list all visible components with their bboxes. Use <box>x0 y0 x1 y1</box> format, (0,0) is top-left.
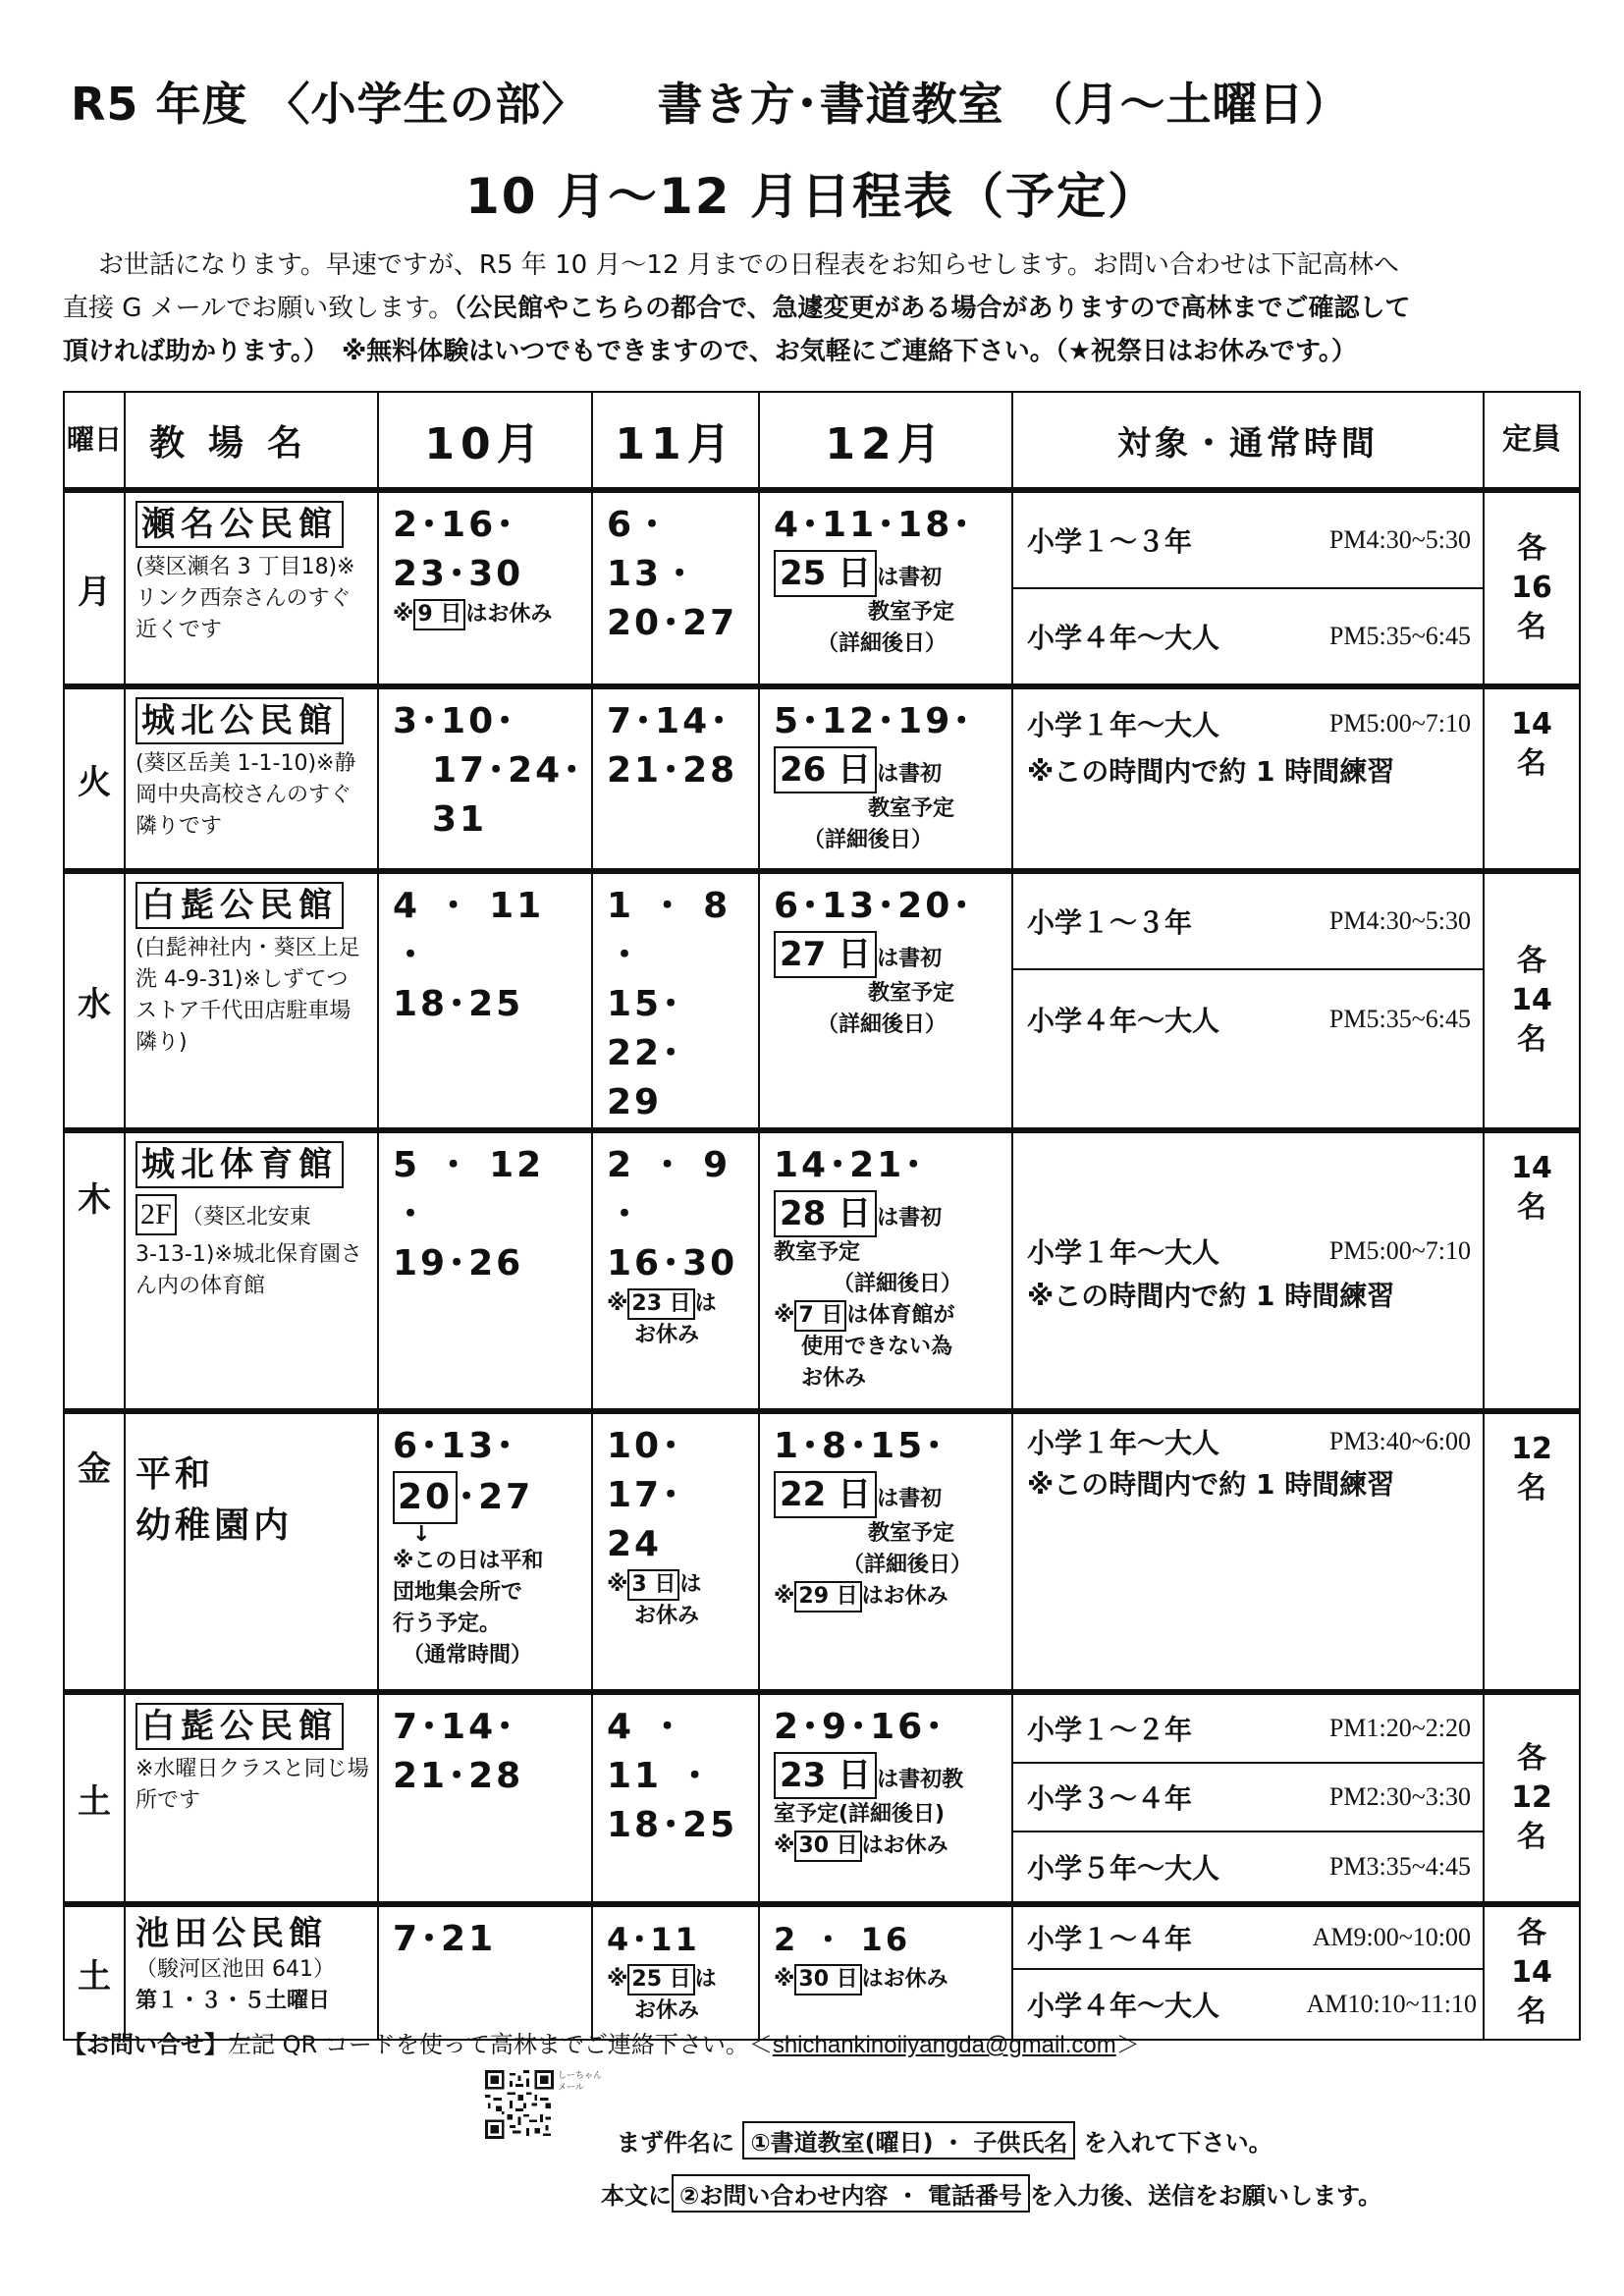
day-cell: 金 <box>64 1411 125 1692</box>
header-capacity: 定員 <box>1484 392 1580 490</box>
dec-note-3 <box>774 1581 1011 1613</box>
november-cell <box>592 1130 759 1411</box>
dec-kakizome <box>774 1471 1011 1518</box>
target-time: PM5:00~7:10 <box>1328 1236 1471 1265</box>
qr-code-icon[interactable] <box>485 2070 554 2139</box>
qr-label: しーちゃんメール <box>558 2071 603 2093</box>
target-level: 小学１～４年 <box>1027 1923 1193 1955</box>
dec-note-1: 教室予定 <box>868 796 955 821</box>
venue-note-a: （葵区北安東 <box>181 1205 311 1230</box>
instruction-subject-box: ①書道教室(曜日) ・ 子供氏名 <box>742 2121 1075 2159</box>
dec-note-2: （詳細後日） <box>817 631 947 656</box>
arrow-down-icon: ↓ <box>412 1522 431 1547</box>
oct-dates-2: 23･30 <box>393 554 524 594</box>
nov-dates-2: 24 <box>607 1524 663 1564</box>
venue-name: 白髭公民館 <box>135 882 344 929</box>
november-cell <box>592 871 759 1130</box>
kakizome-date-box: 25 日 <box>774 550 877 597</box>
october-cell <box>378 871 592 1130</box>
dec-kakizome <box>774 1190 1011 1237</box>
note-mark: ※ <box>607 1291 628 1316</box>
holiday-date-box: 30 日 <box>794 1964 861 1995</box>
dec-note-2: （詳細後日） <box>817 1012 947 1037</box>
november-cell <box>592 1692 759 1904</box>
note-mark: ※ <box>607 1572 628 1597</box>
table-row-thursday <box>64 1130 1580 1411</box>
oct-dates-1: 3･10･ <box>393 701 517 741</box>
nov-note <box>607 1569 758 1601</box>
oct-dates-2: 21･28 <box>393 1756 524 1796</box>
dec-dates-1: 6･13･20･ <box>774 886 974 926</box>
note-mark: ※ <box>774 1833 795 1858</box>
target-level: 小学１～２年 <box>1027 1714 1193 1746</box>
october-cell <box>378 1130 592 1411</box>
page-title: R5 年度 〈小学生の部〉 書き方･書道教室 （月～土曜日） <box>71 78 1351 131</box>
nov-dates-3: 29 <box>607 1082 663 1122</box>
target-time: PM3:40~6:00 <box>1328 1427 1471 1455</box>
target-time: PM5:35~6:45 <box>1328 622 1471 650</box>
venue-cell <box>125 1904 378 2040</box>
capacity-cell: 各 14 名 <box>1484 1904 1580 2040</box>
oct-dates-1: 7･14･ <box>393 1707 517 1747</box>
oct-note-4: （通常時間） <box>403 1643 533 1667</box>
target-note: ※この時間内で約 1 時間練習 <box>1027 1280 1395 1312</box>
target-time: PM5:35~6:45 <box>1328 1005 1471 1033</box>
table-header-row <box>64 392 1580 490</box>
nov-dates-1: 6・13・ <box>607 505 701 594</box>
dec-note-1: 室予定(詳細後日) <box>774 1802 946 1827</box>
october-cell <box>378 1904 592 2040</box>
target-cell <box>1012 686 1484 871</box>
note-mark: ※ <box>774 1303 795 1328</box>
kakizome-text: は書初教 <box>877 1768 964 1792</box>
note-text: は体育館が <box>846 1303 955 1328</box>
contact-label: 【お問い合せ】 <box>63 2031 228 2058</box>
venue-name-2: 幼稚園内 <box>135 1505 294 1546</box>
target-level: 小学１年～大人 <box>1027 1236 1220 1269</box>
nov-note-2: お休み <box>634 1998 700 2023</box>
nov-dates-1: 10･17･ <box>607 1426 683 1515</box>
target-row <box>1013 1907 1483 1968</box>
nov-note <box>607 1288 758 1320</box>
day-cell: 火 <box>64 686 125 871</box>
dec-note-3 <box>774 1831 1011 1862</box>
contact-close: ＞ <box>1115 2031 1140 2058</box>
december-cell <box>759 1692 1012 1904</box>
dec-kakizome <box>774 931 1011 978</box>
target-row <box>1013 587 1483 683</box>
table-row-saturday-shirahige <box>64 1692 1580 1904</box>
october-cell <box>378 490 592 686</box>
kakizome-date-box: 27 日 <box>774 931 877 978</box>
dec-note-1: 教室予定 <box>868 600 955 625</box>
note-mark: ※ <box>607 1967 628 1992</box>
holiday-date-box: 25 日 <box>627 1964 694 1995</box>
target-time: PM3:35~4:45 <box>1328 1852 1471 1881</box>
instruction-body-post: を入力後、送信をお願いします。 <box>1030 2182 1382 2210</box>
kakizome-date-box: 23 日 <box>774 1752 877 1799</box>
venue-cell <box>125 1411 378 1692</box>
note-text: は <box>694 1967 717 1992</box>
target-time: PM2:30~3:30 <box>1328 1782 1471 1811</box>
dec-dates-1: 5･12･19･ <box>774 701 974 741</box>
header-october: 10月 <box>378 392 592 490</box>
venue-note: (葵区岳美 1-1-10)※静岡中央高校さんのすぐ隣りです <box>135 751 356 839</box>
december-cell <box>759 871 1012 1130</box>
instruction-subject <box>617 2121 1272 2159</box>
target-row <box>1013 1695 1483 1762</box>
oct-note-3: 行う予定。 <box>393 1612 502 1636</box>
oct-dates-2: 17･24･ <box>432 750 584 791</box>
target-row <box>1013 1414 1483 1463</box>
capacity-cell: 14 名 <box>1484 686 1580 871</box>
venue-cell <box>125 1692 378 1904</box>
target-row <box>1013 1228 1483 1275</box>
day-cell: 水 <box>64 871 125 1130</box>
november-cell <box>592 686 759 871</box>
dec-dates-1: 1･8･15･ <box>774 1426 947 1466</box>
target-level: 小学３～４年 <box>1027 1782 1193 1815</box>
dec-note-1: 教室予定 <box>774 1240 861 1265</box>
table-row-tuesday <box>64 686 1580 871</box>
note-text: はお休み <box>861 1833 948 1858</box>
dec-note-2: （詳細後日） <box>842 1553 973 1577</box>
venue-name: 池田公民館 <box>135 1914 327 1953</box>
target-row <box>1013 493 1483 587</box>
november-cell <box>592 1904 759 2040</box>
target-level: 小学１～３年 <box>1027 525 1193 558</box>
contact-email-link[interactable]: shichankinoiiyangda@gmail.com <box>772 2032 1116 2058</box>
nov-note <box>607 1964 758 1995</box>
holiday-date-box: 7 日 <box>794 1300 846 1332</box>
venue-name: 白髭公民館 <box>135 1703 344 1750</box>
target-time: PM4:30~5:30 <box>1328 906 1471 935</box>
oct-dates-2 <box>393 1471 591 1524</box>
intro-line-2b: （公民館やこちらの都合で、急遽変更がある場合がありますので高林までご確認して <box>454 294 1411 323</box>
target-cell <box>1012 490 1484 686</box>
kakizome-text: は書初 <box>877 762 943 787</box>
nov-note-2: お休み <box>634 1323 700 1347</box>
header-november: 11月 <box>592 392 759 490</box>
note-mark: ※ <box>774 1967 795 1992</box>
nov-dates-2: 15･22･ <box>607 984 683 1073</box>
venue-name-1: 平和 <box>135 1454 215 1495</box>
oct-dates-1: 6･13･ <box>393 1426 517 1466</box>
nov-dates-2: 21･28 <box>607 750 738 791</box>
venue-note-2: 第１・３・５土曜日 <box>135 1989 331 2013</box>
target-note: ※この時間内で約 1 時間練習 <box>1027 755 1395 788</box>
target-level: 小学１年～大人 <box>1027 709 1220 741</box>
december-cell <box>759 490 1012 686</box>
nov-note-2: お休み <box>634 1604 700 1628</box>
intro-line-3a: 頂ければ助かります。） <box>63 337 316 366</box>
dec-dates-1: 4･11･18･ <box>774 505 974 545</box>
nov-dates-1: 1 ・ 8 ・ <box>607 886 731 975</box>
dec-note-3 <box>774 1964 1011 1995</box>
target-time: PM5:00~7:10 <box>1328 709 1471 738</box>
venue-note-1: （駿河区池田 641） <box>135 1957 335 1982</box>
dec-dates-1: 2 ・ 16 <box>774 1921 911 1958</box>
note-text: はお休み <box>465 602 553 627</box>
venue-note: (葵区瀬名 3 丁目18)※リンク西奈さんのすぐ近くです <box>135 555 355 642</box>
december-cell <box>759 1904 1012 2040</box>
dec-note-1: 教室予定 <box>868 1521 955 1546</box>
venue-note: ※水曜日クラスと同じ場所です <box>135 1757 369 1813</box>
target-cell <box>1012 871 1484 1130</box>
holiday-date-box: 29 日 <box>794 1581 861 1613</box>
venue-name: 城北体育館 <box>135 1141 344 1188</box>
target-time: PM4:30~5:30 <box>1328 525 1471 554</box>
header-target: 対象・通常時間 <box>1012 392 1484 490</box>
december-cell <box>759 686 1012 871</box>
note-mark: ※ <box>393 602 414 627</box>
kakizome-date-box: 26 日 <box>774 746 877 793</box>
dec-note-2: （詳細後日） <box>803 828 934 852</box>
day-cell: 土 <box>64 1692 125 1904</box>
dec-kakizome <box>774 1752 1011 1799</box>
target-time: AM10:10~11:10 <box>1306 1990 1477 2018</box>
october-cell <box>378 1411 592 1692</box>
oct-note-2: 団地集会所で <box>393 1580 523 1605</box>
note-mark: ※ <box>774 1584 795 1609</box>
october-cell <box>378 686 592 871</box>
instruction-body-box: ②お問い合わせ内容 ・ 電話番号 <box>672 2174 1030 2213</box>
oct-dates-2b: ･27 <box>458 1477 534 1517</box>
target-cell <box>1012 1692 1484 1904</box>
target-level: 小学４年～大人 <box>1027 1990 1220 2022</box>
target-row <box>1013 874 1483 968</box>
venue-note: (白髭神社内・葵区上足洗 4-9-31)※しずてつストア千代田店駐車場隣り) <box>135 936 360 1055</box>
instruction-body <box>601 2174 1381 2213</box>
nov-dates-1: 7･14･ <box>607 701 731 741</box>
venue-change-date-box: 20 <box>393 1471 458 1524</box>
target-cell <box>1012 1411 1484 1692</box>
header-day: 曜日 <box>64 392 125 490</box>
holiday-date-box: 23 日 <box>627 1288 694 1320</box>
holiday-date-box: 3 日 <box>627 1569 679 1601</box>
target-row <box>1013 1762 1483 1831</box>
intro-line-3 <box>63 330 1575 373</box>
intro-line-2a: 直接 G メールでお願い致します。 <box>63 294 455 323</box>
nov-dates-1: 2 ・ 9 ・ <box>607 1145 731 1234</box>
target-time: AM9:00~10:00 <box>1312 1923 1471 1951</box>
day-cell: 月 <box>64 490 125 686</box>
note-text: は <box>679 1572 702 1597</box>
november-cell <box>592 1411 759 1692</box>
contact-footer <box>63 2025 1140 2059</box>
kakizome-date-box: 22 日 <box>774 1471 877 1518</box>
venue-note-row <box>135 1194 369 1235</box>
page-subtitle: 10 月～12 月日程表（予定） <box>465 168 1159 225</box>
nov-dates-2: 16･30 <box>607 1243 738 1284</box>
table-row-friday <box>64 1411 1580 1692</box>
december-cell <box>759 1411 1012 1692</box>
nov-dates-2: 18･25 <box>607 1805 738 1845</box>
oct-dates-3: 31 <box>432 799 488 840</box>
dec-note-3 <box>774 1300 1011 1332</box>
kakizome-text: は書初 <box>877 566 943 590</box>
venue-floor: 2F <box>135 1194 177 1235</box>
target-level: 小学１年～大人 <box>1027 1427 1220 1459</box>
oct-dates-2: 19･26 <box>393 1243 524 1284</box>
october-cell <box>378 1692 592 1904</box>
venue-name: 瀬名公民館 <box>135 501 344 548</box>
capacity-cell: 各 16 名 <box>1484 490 1580 686</box>
day-cell: 木 <box>64 1130 125 1411</box>
holiday-date-box: 9 日 <box>413 599 465 630</box>
oct-note-1: ※この日は平和 <box>393 1549 544 1573</box>
oct-dates-2: 18･25 <box>393 984 524 1024</box>
kakizome-text: は書初 <box>877 1206 943 1230</box>
header-venue: 教場名 <box>125 392 378 490</box>
day-cell: 土 <box>64 1904 125 2040</box>
nov-dates-1: 4･11 <box>607 1921 700 1958</box>
venue-cell <box>125 686 378 871</box>
target-level: 小学５年～大人 <box>1027 1852 1220 1885</box>
nov-dates-1: 4 ・ 11 ・ <box>607 1707 716 1796</box>
intro-text <box>63 244 1575 373</box>
target-row <box>1013 1831 1483 1901</box>
target-cell <box>1012 1130 1484 1411</box>
note-text: はお休み <box>861 1584 948 1609</box>
instruction-subject-pre: まず件名に <box>617 2129 734 2157</box>
schedule-table <box>63 391 1581 2041</box>
dec-dates-1: 2･9･16･ <box>774 1707 947 1747</box>
note-text: はお休み <box>861 1967 948 1992</box>
table-row-monday <box>64 490 1580 686</box>
capacity-cell: 12 名 <box>1484 1411 1580 1692</box>
target-level: 小学４年～大人 <box>1027 622 1220 654</box>
header-december: 12月 <box>759 392 1012 490</box>
capacity-cell: 14 名 <box>1484 1130 1580 1411</box>
holiday-date-box: 30 日 <box>794 1831 861 1862</box>
dec-dates-1: 14･21･ <box>774 1145 926 1185</box>
december-cell <box>759 1130 1012 1411</box>
kakizome-text: は書初 <box>877 1487 943 1511</box>
venue-cell <box>125 871 378 1130</box>
venue-note-b: 3-13-1)※城北保育園さん内の体育館 <box>135 1242 362 1298</box>
target-time: PM1:20~2:20 <box>1328 1714 1471 1742</box>
table-row-wednesday <box>64 871 1580 1130</box>
kakizome-text: は書初 <box>877 947 943 971</box>
capacity-cell: 各 12 名 <box>1484 1692 1580 1904</box>
target-row <box>1013 689 1483 750</box>
intro-line-2 <box>63 287 1575 330</box>
oct-note <box>393 599 591 630</box>
dec-kakizome <box>774 550 1011 597</box>
instruction-body-pre: 本文に <box>601 2182 672 2210</box>
target-row <box>1013 968 1483 1068</box>
capacity-cell: 各 14 名 <box>1484 871 1580 1130</box>
target-cell <box>1012 1904 1484 2040</box>
venue-name: 城北公民館 <box>135 697 344 744</box>
oct-dates-1: 2･16･ <box>393 505 517 545</box>
target-level: 小学１～３年 <box>1027 906 1193 939</box>
venue-cell <box>125 490 378 686</box>
venue-cell <box>125 1130 378 1411</box>
dec-kakizome <box>774 746 1011 793</box>
target-level: 小学４年～大人 <box>1027 1005 1220 1037</box>
contact-text: 左記 QR コードを使って高林までご連絡下さい。＜ <box>228 2031 773 2058</box>
dec-note-5: お休み <box>801 1366 867 1391</box>
oct-dates-1: 5 ・ 12 ・ <box>393 1145 545 1234</box>
table-row-saturday-ikeda <box>64 1904 1580 2040</box>
oct-dates-1: 4 ・ 11 ・ <box>393 886 545 975</box>
november-cell <box>592 490 759 686</box>
intro-line-3b: ※無料体験はいつでもできますので、お気軽にご連絡下さい。（★祝祭日はお休みです。） <box>341 337 1357 366</box>
intro-line-1: お世話になります。早速ですが、R5 年 10 月～12 月までの日程表をお知らせします。お問い合わせは下記高林へ <box>98 250 1399 280</box>
dec-note-1: 教室予定 <box>868 981 955 1006</box>
kakizome-date-box: 28 日 <box>774 1190 877 1237</box>
dec-note-4: 使用できない為 <box>801 1335 953 1359</box>
target-note: ※この時間内で約 1 時間練習 <box>1027 1468 1395 1501</box>
instruction-subject-post: を入れて下さい。 <box>1083 2129 1272 2157</box>
nov-dates-2: 20･27 <box>607 603 738 643</box>
dec-note-2: （詳細後日） <box>833 1272 963 1296</box>
oct-dates-1: 7･21 <box>393 1919 497 1959</box>
note-text: は <box>694 1291 717 1316</box>
